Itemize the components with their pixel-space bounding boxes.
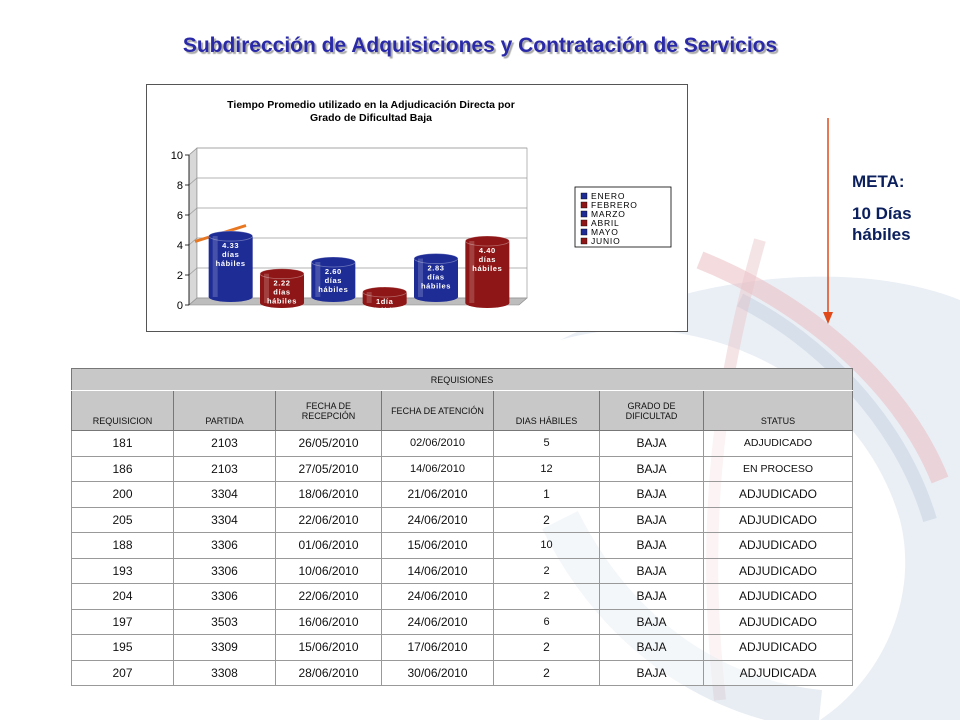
table-cell: 2103	[174, 456, 276, 482]
chart-title-line1: Tiempo Promedio utilizado en la Adjudicación Directa por	[227, 99, 515, 111]
table-cell: 22/06/2010	[276, 507, 382, 533]
table-cell: 3308	[174, 660, 276, 686]
table-row	[72, 507, 853, 533]
table-cell: 02/06/2010	[382, 431, 494, 457]
chart-panel	[146, 84, 688, 332]
bar-shine	[418, 259, 423, 297]
y-tick-label: 0	[176, 300, 183, 312]
legend-swatch	[581, 202, 587, 208]
meta-value: 10 Días hábiles	[852, 204, 912, 244]
table-cell: BAJA	[600, 456, 704, 482]
table-cell: ADJUDICADA	[704, 660, 853, 686]
bar-data-label: 1día	[375, 297, 394, 306]
table-row	[72, 482, 853, 508]
table-cell: 197	[72, 609, 174, 635]
legend-entry: FEBRERO	[591, 200, 638, 210]
table-cell: 205	[72, 507, 174, 533]
bar-data-label: 4.40	[478, 246, 496, 255]
legend-swatch	[581, 220, 587, 226]
table-cell: 3304	[174, 507, 276, 533]
column-header: REQUISICION	[72, 391, 174, 431]
table-cell: 24/06/2010	[382, 507, 494, 533]
column-header: STATUS	[704, 391, 853, 431]
bar-data-label: hábiles	[215, 259, 246, 269]
table-row	[72, 558, 853, 584]
bar-data-label: días	[427, 272, 445, 282]
bar-data-label: hábiles	[318, 285, 349, 294]
legend-swatch	[581, 229, 587, 235]
table-cell: 24/06/2010	[382, 584, 494, 610]
table-cell: BAJA	[600, 609, 704, 635]
table-cell: ADJUDICADO	[704, 609, 853, 635]
table-row	[72, 609, 853, 635]
bar-data-label: días	[324, 276, 343, 285]
table-cell: 6	[494, 609, 600, 635]
column-header: GRADO DE DIFICULTAD	[600, 391, 704, 431]
table-cell: 2	[494, 558, 600, 584]
table-cell: BAJA	[600, 482, 704, 508]
table-cell: BAJA	[600, 431, 704, 457]
table-cell: BAJA	[600, 584, 704, 610]
table-cell: ADJUDICADO	[704, 558, 853, 584]
bar-febrero	[260, 269, 304, 308]
legend-swatch	[581, 238, 587, 244]
table-cell: 1	[494, 482, 600, 508]
table-cell: 14/06/2010	[382, 558, 494, 584]
table-cell: BAJA	[600, 507, 704, 533]
table-cell: ADJUDICADO	[704, 482, 853, 508]
table-cell: 2103	[174, 431, 276, 457]
table-cell: 2	[494, 507, 600, 533]
table-cell: 3306	[174, 584, 276, 610]
table-cell: BAJA	[600, 660, 704, 686]
bar-abril	[363, 287, 407, 315]
table-cell: 200	[72, 482, 174, 508]
table-cell: 15/06/2010	[276, 635, 382, 661]
table-cell: 2	[494, 584, 600, 610]
table-cell: 28/06/2010	[276, 660, 382, 686]
page-title: Subdirección de Adquisiciones y Contratación de Servicios	[182, 34, 778, 57]
bar-junio	[465, 236, 509, 308]
chart-title-line2: Grado de Dificultad Baja	[310, 112, 432, 124]
table-row	[72, 660, 853, 686]
table-cell: 3503	[174, 609, 276, 635]
legend-entry: ENERO	[591, 191, 626, 201]
table-cell: 207	[72, 660, 174, 686]
y-tick-label: 2	[176, 270, 183, 282]
column-header: PARTIDA	[174, 391, 276, 431]
table-cell: 24/06/2010	[382, 609, 494, 635]
chart-side-wall	[189, 148, 197, 305]
table-cell: BAJA	[600, 558, 704, 584]
table-cell: 2	[494, 635, 600, 661]
table-cell: 01/06/2010	[276, 533, 382, 559]
table-cell: 3304	[174, 482, 276, 508]
table-cell: 3306	[174, 558, 276, 584]
table-cell: ADJUDICADO	[704, 507, 853, 533]
table-cell: BAJA	[600, 533, 704, 559]
table-cell: ADJUDICADO	[704, 635, 853, 661]
legend-entry: ABRIL	[591, 218, 620, 228]
bar-marzo	[311, 257, 355, 302]
requisitions-table	[71, 368, 853, 686]
legend-swatch	[581, 193, 587, 199]
column-header: FECHA DE ATENCIÓN	[382, 391, 494, 431]
meta-arrow-icon	[820, 118, 836, 328]
table-cell: 204	[72, 584, 174, 610]
table-cell: BAJA	[600, 635, 704, 661]
table-cell: 22/06/2010	[276, 584, 382, 610]
table-cell: 12	[494, 456, 600, 482]
table-cell: 181	[72, 431, 174, 457]
table-cell: 186	[72, 456, 174, 482]
table-cell: 10/06/2010	[276, 558, 382, 584]
bar-data-label: días	[273, 287, 291, 297]
bar-data-label: hábiles	[266, 296, 298, 306]
table-cell: 15/06/2010	[382, 533, 494, 559]
table-cell: 193	[72, 558, 174, 584]
legend-entry: MARZO	[591, 209, 626, 219]
table-cell: 14/06/2010	[382, 456, 494, 482]
bar-data-label: 4.33	[222, 241, 240, 251]
table-cell: 195	[72, 635, 174, 661]
bar-data-label: 2.22	[273, 278, 291, 288]
legend-swatch	[581, 211, 587, 217]
table-row	[72, 584, 853, 610]
bar-data-label: días	[478, 255, 497, 264]
bar-data-label: hábiles	[420, 281, 452, 291]
table-cell: 30/06/2010	[382, 660, 494, 686]
y-tick-label: 10	[170, 150, 183, 162]
bar-data-label: 2.60	[324, 267, 342, 276]
bar-mayo	[414, 254, 458, 302]
table-cell: 3306	[174, 533, 276, 559]
table-cell: 27/05/2010	[276, 456, 382, 482]
table-cell: 3309	[174, 635, 276, 661]
table-cell: 18/06/2010	[276, 482, 382, 508]
table-cell: 188	[72, 533, 174, 559]
table-row	[72, 533, 853, 559]
table-row	[72, 456, 853, 482]
bar-data-label: hábiles	[472, 264, 503, 273]
bar-data-label: hábil	[374, 306, 395, 315]
y-tick-label: 4	[176, 240, 183, 252]
bar-enero	[209, 231, 253, 302]
y-tick-label: 6	[176, 210, 183, 222]
column-header: DIAS HÁBILES	[494, 391, 600, 431]
table-cell: ADJUDICADO	[704, 584, 853, 610]
bar-data-label: días	[221, 250, 240, 260]
table-row	[72, 635, 853, 661]
table-cell: 16/06/2010	[276, 609, 382, 635]
column-header: FECHA DE RECEPCIÓN	[276, 391, 382, 431]
table-title: REQUISIONES	[72, 369, 853, 391]
table-cell: ADJUDICADO	[704, 431, 853, 457]
table-row	[72, 431, 853, 457]
bar-chart	[147, 85, 687, 331]
legend-entry: JUNIO	[591, 236, 621, 246]
bar-data-label: 2.83	[427, 263, 445, 273]
table-cell: 17/06/2010	[382, 635, 494, 661]
table-cell: 2	[494, 660, 600, 686]
bar-shine	[367, 292, 372, 303]
meta-label: META:	[852, 172, 905, 191]
table-cell: ADJUDICADO	[704, 533, 853, 559]
table-cell: EN PROCESO	[704, 456, 853, 482]
table-cell: 10	[494, 533, 600, 559]
table-cell: 21/06/2010	[382, 482, 494, 508]
legend-entry: MAYO	[591, 227, 619, 237]
y-tick-label: 8	[176, 180, 183, 192]
table-cell: 26/05/2010	[276, 431, 382, 457]
table-cell: 5	[494, 431, 600, 457]
